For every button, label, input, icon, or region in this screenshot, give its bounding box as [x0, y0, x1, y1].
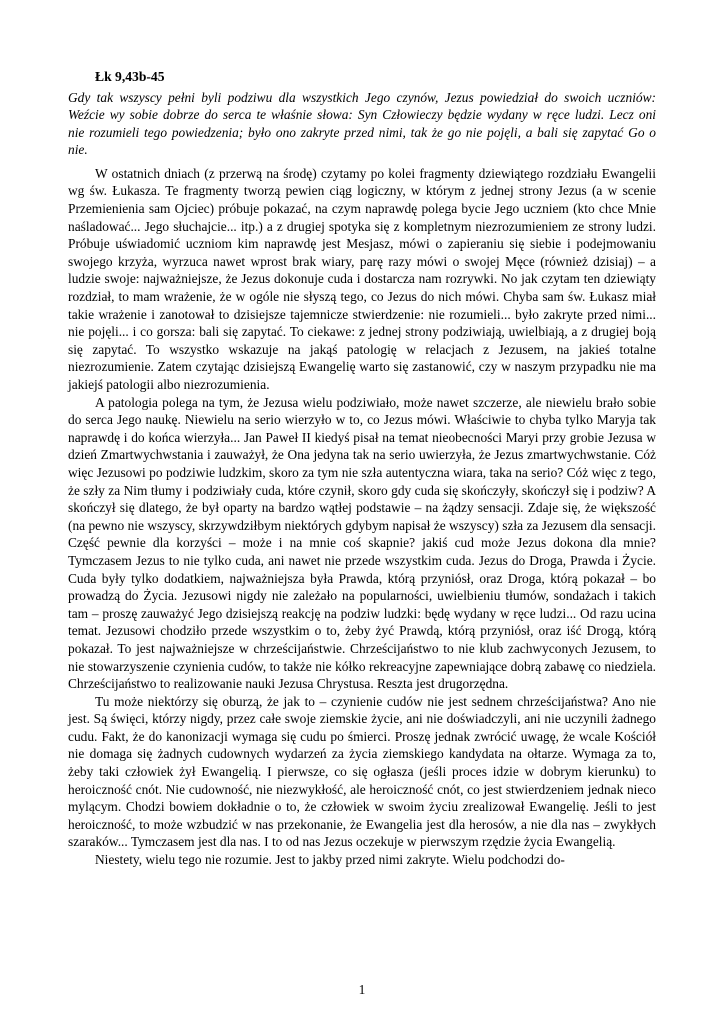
document-content	[68, 68, 656, 869]
gospel-quote: Gdy tak wszyscy pełni byli podziwu dla wszystkich Jego czynów, Jezus powiedział do swoich uczniów: Weźcie wy sobie dobrze do serca te właśnie słowa: Syn Człowieczy będzie wydany w ręce ludzi. Lecz oni nie rozumieli tego powiedzenia; było ono zakryte przed nimi, tak że go nie pojęli, a bali się zapytać Go o nie.	[68, 89, 656, 158]
body-paragraph-3: Tu może niektórzy się oburzą, że jak to – czynienie cudów nie jest sednem chrześcijaństwa? Ano nie jest. Są święci, którzy nigdy, przez całe swoje ziemskie życie, ani nie doświadczyli, ani nie uczynili żadnego cudu. Fakt, że do kanonizacji wymaga się cudu po śmierci. Proszę jednak zwrócić uwagę, że wcale Kościół nie domaga się żadnych cudownych wydarzeń za życia ziemskiego kandydata na ołtarze. Wymaga za to, żeby taki człowiek żył Ewangelią. I pierwsze, co się ogłasza (jeśli proces idzie w dobrym kierunku) to heroiczność cnót. Nie cudowność, nie niezwykłość, ale heroiczność cnót, co jest stwierdzeniem jednak nieco mylącym. Chodzi bowiem dokładnie o to, że człowiek w swoim życiu zrealizował Ewangelię. Jeśli to jest heroiczność, to może wzbudzić w nas przekonanie, że Ewangelia jest dla herosów, a nie dla nas – zwykłych szaraków... Tymczasem jest dla nas. I to od nas Jezus oczekuje w pierwszym rzędzie życia Ewangelią.	[68, 693, 656, 850]
body-paragraph-1: W ostatnich dniach (z przerwą na środę) czytamy po kolei fragmenty dziewiątego rozdziału Ewangelii wg św. Łukasza. Te fragmenty tworzą pewien ciąg logiczny, w którym z jednej strony Jezus (a w scenie Przemienienia sam Ojciec) próbuje pokazać, na czym naprawdę polega bycie Jego uczniem (kto chce Mnie naśladować... Jego słuchajcie... itp.) a z drugiej spotyka się z kompletnym niezrozumieniem ze strony ludzi. Próbuje uświadomić uczniom kim naprawdę jest Mesjasz, mówi o zapieraniu się siebie i podejmowaniu swojego krzyża, wyrzuca nawet wprost brak wiary, parę razy mówi o swojej Męce (również dzisiaj) – a ludzie swoje: najważniejsze, że Jezus dokonuje cuda i dostarcza nam rozrywki. No jak czytam ten dziewiąty rozdział, to mam wrażenie, że w ogóle nie słyszą tego, co Jezus do nich mówi. Chyba sam św. Łukasz miał takie wrażenie i zanotował to dzisiejsze tajemnicze stwierdzenie: nie rozumieli... było zakryte przed nimi... nie pojęli... i co gorsza: bali się zapytać. To ciekawe: z jednej strony podziwiają, uwielbiają, a z drugiej boją się zapytać. To wszystko wskazuje na jakąś patologię w relacjach z Jezusem, na jakieś totalne niezrozumienie. Zatem czytając dzisiejszą Ewangelię warto się zastanowić, czy w naszym przypadku nie ma jakiejś patologii albo niezrozumienia.	[68, 165, 656, 392]
page-number: 1	[358, 982, 366, 997]
page-title: Łk 9,43b-45	[95, 69, 165, 84]
body-paragraph-4: Niestety, wielu tego nie rozumie. Jest to jakby przed nimi zakryte. Wielu podchodzi do-	[95, 852, 565, 868]
body-paragraph-2: A patologia polega na tym, że Jezusa wielu podziwiało, może nawet szczerze, ale niewielu brało sobie do serca Jego naukę. Niewielu na serio wierzyło w to, co Jezus mówi. Właściwie to chyba tylko Maryja tak naprawdę i do końca wierzyła... Jan Paweł II kiedyś pisał na temat nieobecności Maryi przy grobie Jezusa w dzień Zmartwychwstania i zauważył, że Ona jedyna tak na serio uwierzyła, że Jezus zmartwychwstanie. Cóż więc Jezusowi po podziwie ludzkim, skoro za tym nie szła autentyczna wiara, taka na serio? Cóż więc z tego, że szły za Nim tłumy i podziwiały cuda, które czynił, skoro gdy cuda się skończyły, skończył się i podziw? A skończył się dlatego, że był oparty na bardzo wątłej podstawie – na żądzy sensacji. Zdaje się, że większość (na pewno nie wszyscy, skrzywdziłbym niektórych gdybym napisał że wszyscy) szła za Jezusem dla sensacji. Część pewnie dla korzyści – może i na mnie coś skapnie? jakiś cud może Jezus dokona dla mnie? Tymczasem Jezus to nie tylko cuda, ani nawet nie przede wszystkim cuda. Jezus do Droga, Prawda i Życie. Cuda były tylko dodatkiem, najważniejsza była Prawda, którą przyniósł, oraz Droga, którą pokazał – bo prowadzą do Życia. Jezusowi nigdy nie zależało na popularności, uwielbieniu tłumów, sondażach i takich tam – proszę zauważyć Jego dzisiejszą reakcję na podziw ludzki: będę wydany w ręce ludzi... Od razu ucina temat. Jezusowi chodziło przede wszystkim o to, żeby żyć Prawdą, którą przyniósł, oraz iść Drogą, którą pokazał. To jest najważniejsze w chrześcijaństwie. Chrześcijaństwo to nie klub zachwyconych Jezusem, to nie stowarzyszenie czynienia cudów, to także nie kółko rekreacyjne zapewniające dobrą zabawę co niedziela. Chrześcijaństwo to realizowanie nauki Jezusa Chrystusa. Reszta jest drugorzędna.	[68, 394, 656, 692]
